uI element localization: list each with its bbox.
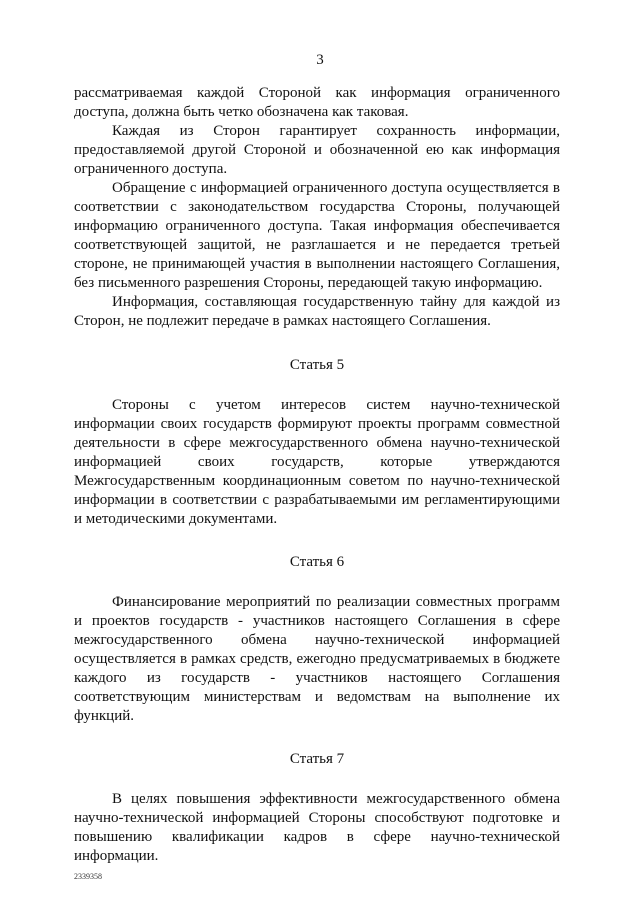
paragraph-state-secret: Информация, составляющая государственную тайну для каждой из Сторон, не подлежит передаче в рамках настоящего Соглашения. — [74, 294, 560, 329]
page-number: 3 — [316, 52, 324, 68]
article-6-text: Финансирование мероприятий по реализации совместных программ и проектов государств - участников настоящего Соглашения в сфере межгосударственного обмена научно-технической информацией осуществляется в рамках средств, ежегодно предусматриваемых в бюджете каждого из государств - участников настоящего Соглашения соответствующим министерствам и ведомствам на выполнение их функций. — [74, 594, 560, 724]
paragraph-guarantee: Каждая из Сторон гарантирует сохранность информации, предоставляемой другой Стороной и обозначенной ею как информация ограниченного доступа. — [74, 123, 560, 177]
paragraph-continuation: рассматриваемая каждой Стороной как информация ограниченного доступа, должна быть четко обозначена как таковая. — [74, 85, 560, 120]
article-6-heading: Статья 6 — [289, 554, 345, 570]
article-5-text: Стороны с учетом интересов систем научно-технической информации своих государств формируют проекты программ совместной деятельности в сфере межгосударственного обмена научно-технической информацией своих государств, которые утверждаются Межгосударственным координационным советом по научно-технической информации в соответствии с разрабатываемыми им регламентирующими и методическими документами. — [74, 397, 560, 527]
article-5-heading: Статья 5 — [289, 357, 345, 373]
article-7-heading: Статья 7 — [289, 751, 345, 767]
article-7-text: В целях повышения эффективности межгосударственного обмена научно-технической информацией Стороны способствуют подготовке и повышению квалификации кадров в сфере научно-технической информации. — [74, 791, 560, 864]
document-code: 2339358 — [74, 872, 102, 881]
document-body — [74, 84, 560, 866]
paragraph-handling: Обращение с информацией ограниченного доступа осуществляется в соответствии с законодательством государства Стороны, получающей информацию ограниченного доступа. Такая информация обеспечивается соответствующей защитой, не разглашается и не передается третьей стороне, не принимающей участия в выполнении настоящего Соглашения, без письменного разрешения Стороны, передающей такую информацию. — [74, 180, 560, 291]
